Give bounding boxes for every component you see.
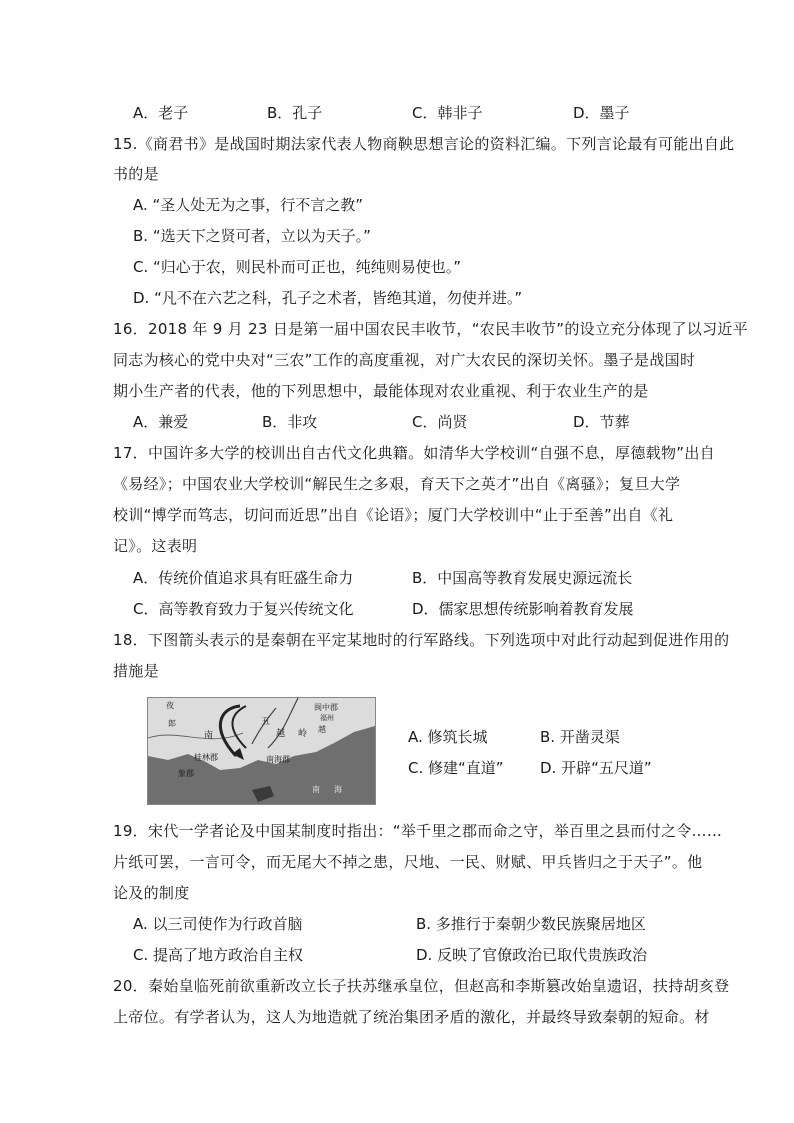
q16-option-d[interactable]: D．节葬	[573, 413, 630, 431]
q14-option-a[interactable]: A．老子	[133, 104, 189, 122]
map-label-minzhong: 闽中郡	[314, 703, 338, 712]
q19-stem-line-1: 19．宋代一学者论及中国某制度时指出：“举千里之郡而命之守，举百里之县而付之令……	[113, 822, 723, 840]
q16-stem-line-1: 16．2018 年 9 月 23 日是第一届中国农民丰收节，“农民丰收节”的设立充分体现了以习近平	[113, 320, 748, 338]
q18-option-c[interactable]: C. 修建“直道”	[408, 759, 504, 777]
q19-option-d[interactable]: D. 反映了官僚政治已取代贵族政治	[416, 946, 648, 964]
map-label-lang: 郎	[168, 719, 176, 728]
q17-stem-line-1: 17．中国许多大学的校训出自古代文化典籍。如清华大学校训“自强不息，厚德载物”出自	[113, 444, 715, 462]
q18-stem-line-2: 措施是	[113, 662, 159, 680]
q15-option-c[interactable]: C. “归心于农，则民朴而可正也，纯纯则易使也。”	[133, 258, 462, 276]
q18-option-a[interactable]: A. 修筑长城	[408, 728, 488, 746]
q19-option-b[interactable]: B. 多推行于秦朝少数民族聚居地区	[416, 915, 646, 933]
q19-stem-line-2: 片纸可罢，一言可令，而无尾大不掉之患，尺地、一民、财赋、甲兵皆归之于天子”。他	[113, 853, 703, 871]
q17-stem-line-2: 《易经》；中国农业大学校训“解民生之多艰，育天下之英才”出自《离骚》；复旦大学	[113, 475, 681, 493]
q20-stem-line-2: 上帝位。有学者认为，这人为地造就了统治集团矛盾的激化，并最终导致秦朝的短命。材	[113, 1008, 710, 1026]
q15-option-a[interactable]: A. “圣人处无为之事，行不言之教”	[133, 196, 364, 214]
map-label-guilin: 桂林郡	[194, 753, 218, 762]
map-label-wu: 五	[261, 717, 271, 727]
q14-option-d[interactable]: D．墨子	[573, 104, 630, 122]
q16-stem-line-3: 期小生产者的代表，他的下列思想中，最能体现对农业重视、利于农业生产的是	[113, 382, 649, 400]
q20-stem-line-1: 20．秦始皇临死前欲重新改立长子扶苏继承皇位，但赵高和李斯篡改始皇遗诏，扶持胡亥登	[113, 977, 730, 995]
map-label-ye: 夜	[166, 701, 174, 710]
q17-option-d[interactable]: D．儒家思想传统影响着教育发展	[412, 600, 634, 618]
q17-option-c[interactable]: C．高等教育致力于复兴传统文化	[133, 600, 354, 618]
q16-option-b[interactable]: B．非攻	[262, 413, 318, 431]
q18-option-b[interactable]: B. 开凿灵渠	[540, 728, 620, 746]
map-label-ling: 岭	[298, 729, 308, 739]
q14-option-b[interactable]: B．孔子	[267, 104, 323, 122]
qin-march-route-map	[147, 697, 376, 805]
map-label-yue-east: 越	[318, 725, 326, 734]
q16-stem-line-2: 同志为核心的党中央对“三农”工作的高度重视，对广大农民的深切关怀。墨子是战国时	[113, 351, 696, 369]
q16-option-a[interactable]: A．兼爱	[133, 413, 189, 431]
q17-option-a[interactable]: A．传统价值追求具有旺盛生命力	[133, 569, 354, 587]
q17-stem-line-3: 校训“博学而笃志，切问而近思”出自《论语》；厦门大学校训中“止于至善”出自《礼	[113, 506, 674, 524]
map-label-xiang: 象郡	[178, 769, 194, 778]
q17-option-b[interactable]: B．中国高等教育发展史源远流长	[412, 569, 633, 587]
map-label-nan: 南	[204, 731, 214, 741]
q15-stem-line-1: 15.《商君书》是战国时期法家代表人物商鞅思想言论的资料汇编。下列言论最有可能出自此	[113, 135, 735, 153]
q15-option-b[interactable]: B. “选天下之贤可者，立以为天子。”	[133, 227, 371, 245]
map-graphic	[148, 698, 375, 804]
q17-stem-line-4: 记》。这表明	[113, 537, 198, 555]
map-label-sea-hai: 海	[334, 785, 342, 794]
q16-option-c[interactable]: C．尚贤	[412, 413, 468, 431]
q14-option-c[interactable]: C．韩非子	[412, 104, 483, 122]
q19-stem-line-3: 论及的制度	[113, 884, 190, 902]
q15-option-d[interactable]: D. “凡不在六艺之科，孔子之术者，皆绝其道，勿使并进。”	[133, 289, 523, 307]
q19-option-c[interactable]: C. 提高了地方政治自主权	[133, 946, 304, 964]
map-label-sea-nan: 南	[312, 785, 320, 794]
map-label-yue: 越	[276, 729, 286, 739]
q19-option-a[interactable]: A. 以三司使作为行政首脑	[133, 915, 303, 933]
q18-option-d[interactable]: D. 开辟“五尺道”	[540, 759, 652, 777]
map-label-nanhai: 南海郡	[266, 755, 290, 764]
q18-stem-line-1: 18．下图箭头表示的是秦朝在平定某地时的行军路线。下列选项中对此行动起到促进作用的	[113, 631, 730, 649]
map-label-fuzhou: 福州	[320, 714, 334, 722]
q15-stem-line-2: 书的是	[113, 165, 159, 183]
